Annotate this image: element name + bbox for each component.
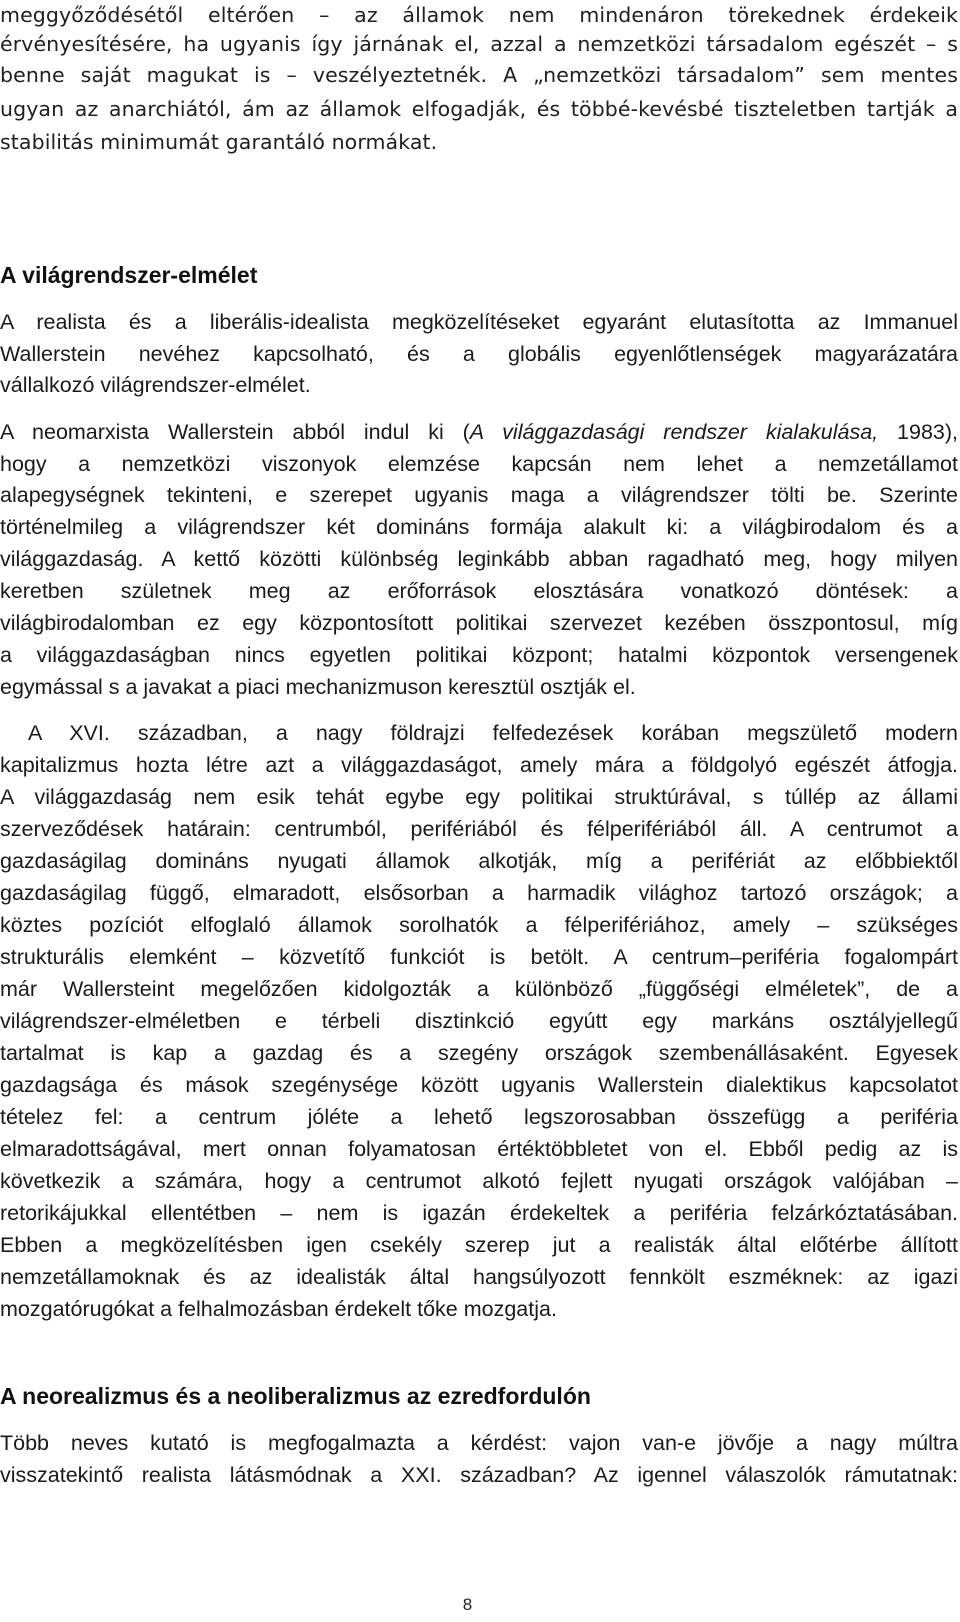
s1-p3-line-5: gazdaságilag domináns nyugati államok alkotják, míg a perifériát az előbbiektől — [0, 849, 958, 873]
s1-p2-line-6: keretben születnek meg az erőforrások elosztására vonatkozó döntések: a — [0, 579, 958, 603]
s1-p2-line-9: egymással s a javakat a piaci mechanizmuson keresztül osztják el. — [0, 675, 636, 699]
s1-p3-line-10: világrendszer-elméletben e térbeli disztinkció egyútt egy markáns osztályjellegű — [0, 1009, 958, 1033]
s1-p3-line-16: retorikájukkal ellentétben – nem is igazán érdekeltek a periféria felzárkóztatásában. — [0, 1201, 958, 1225]
s1-p3-line-4: szerveződések határain: centrumból, perifériából és félperifériából áll. A centrumot a — [0, 817, 958, 841]
intro-line-2: érvényesítésére, ha ugyanis így járnának el, azzal a nemzetközi társadalom egészét – s — [0, 32, 958, 56]
s1-p2-line-5: világgazdaság. A kettő közötti különbség leginkább abban ragadható meg, hogy milyen — [0, 547, 958, 571]
s1-p3-line-7: köztes pozíciót elfoglaló államok sorolhatók a félperifériához, amely – szükséges — [0, 913, 958, 937]
section-heading-neorealism: A neorealizmus és a neoliberalizmus az ezredfordulón — [0, 1383, 591, 1409]
s1-p2-line-3: alapegységnek tekinteni, e szerepet ugyanis maga a világrendszer tölti be. Szerinte — [0, 483, 958, 507]
s1-p3-line-6: gazdaságilag függő, elmaradott, elsősorban a harmadik világhoz tartozó országok; a — [0, 881, 958, 905]
s1-p3-line-18: nemzetállamoknak és az idealisták által hangsúlyozott fennkölt eszméknek: az igazi — [0, 1265, 958, 1289]
s1-p2-line-2: hogy a nemzetközi viszonyok elemzése kapcsán nem lehet a nemzetállamot — [0, 452, 958, 476]
s1-p3-line-3: A világgazdaság nem esik tehát egybe egy politikai struktúrával, s túllép az állami — [0, 785, 958, 809]
page-number: 8 — [462, 1595, 473, 1614]
s1-p2-line-8: a világgazdaságban nincs egyetlen politikai központ; hatalmi központok versengenek — [0, 643, 958, 667]
s1-p3-line-1: A XVI. században, a nagy földrajzi felfedezések korában megszülető modern — [28, 721, 958, 745]
book-title: A világgazdasági rendszer kialakulása, — [469, 420, 879, 444]
intro-line-5: stabilitás minimumát garantáló normákat. — [0, 130, 438, 154]
s1-p1-line-1: A realista és a liberális-idealista megközelítéseket egyaránt elutasította az Immanuel — [0, 310, 958, 334]
intro-line-3: benne saját magukat is – veszélyeztetnék. A „nemzetközi társadalom” sem mentes — [0, 63, 958, 87]
s1-p1-line-2: Wallerstein nevéhez kapcsolható, és a globális egyenlőtlenségek magyarázatára — [0, 342, 958, 366]
s1-p3-line-8: strukturális elemként – közvetítő funkciót is betölt. A centrum–periféria fogalompárt — [0, 945, 958, 969]
intro-line-1: meggyőződésétől eltérően – az államok nem mindenáron törekednek érdekeik — [0, 3, 958, 27]
s1-p3-line-17: Ebben a megközelítésben igen csekély szerep jut a realisták által előtérbe állított — [0, 1233, 958, 1257]
s1-p3-line-12: gazdagsága és mások szegénysége között ugyanis Wallerstein dialektikus kapcsolatot — [0, 1073, 958, 1097]
section-heading-world-system: A világrendszer-elmélet — [0, 262, 258, 288]
s1-p3-line-11: tartalmat is kap a gazdag és a szegény országok szembenállásaként. Egyesek — [0, 1041, 958, 1065]
s1-p2-line-1 — [0, 417, 958, 447]
s1-p3-line-14: elmaradottságával, mert onnan folyamatosan értéktöbbletet von el. Ebből pedig az is — [0, 1137, 958, 1161]
s1-p3-line-19: mozgatórugókat a felhalmozásban érdekelt tőke mozgatja. — [0, 1297, 557, 1321]
s1-p3-line-2: kapitalizmus hozta létre azt a világgazdaságot, amely mára a földgolyó egészét átfogja. — [0, 753, 958, 777]
s1-p2-line-1-end: 1983), — [878, 420, 958, 444]
s2-p1-line-1: Több neves kutató is megfogalmazta a kérdést: vajon van-e jövője a nagy múltra — [0, 1431, 958, 1455]
s1-p2-line-4: történelmileg a világrendszer két domináns formája alakult ki: a világbirodalom és a — [0, 515, 958, 539]
s1-p3-line-15: következik a számára, hogy a centrumot alkotó fejlett nyugati országok valójában – — [0, 1169, 958, 1193]
s1-p2-line-1-start: A neomarxista Wallerstein abból indul ki ( — [0, 420, 470, 444]
s1-p2-line-7: világbirodalomban ez egy központosított politikai szervezet kezében összpontosul, míg — [0, 611, 958, 635]
s1-p1-line-3: vállalkozó világrendszer-elmélet. — [0, 373, 311, 397]
intro-line-4: ugyan az anarchiától, ám az államok elfogadják, és többé-kevésbé tiszteletben tartják a — [0, 97, 958, 121]
s1-p3-line-13: tételez fel: a centrum jóléte a lehető legszorosabban összefügg a periféria — [0, 1105, 958, 1129]
s2-p1-line-2: visszatekintő realista látásmódnak a XXI. században? Az igennel válaszolók rámutatnak: — [0, 1463, 958, 1487]
s1-p3-line-9: már Wallersteint megelőzően kidolgozták a különböző „függőségi elméletek”, de a — [0, 977, 958, 1001]
